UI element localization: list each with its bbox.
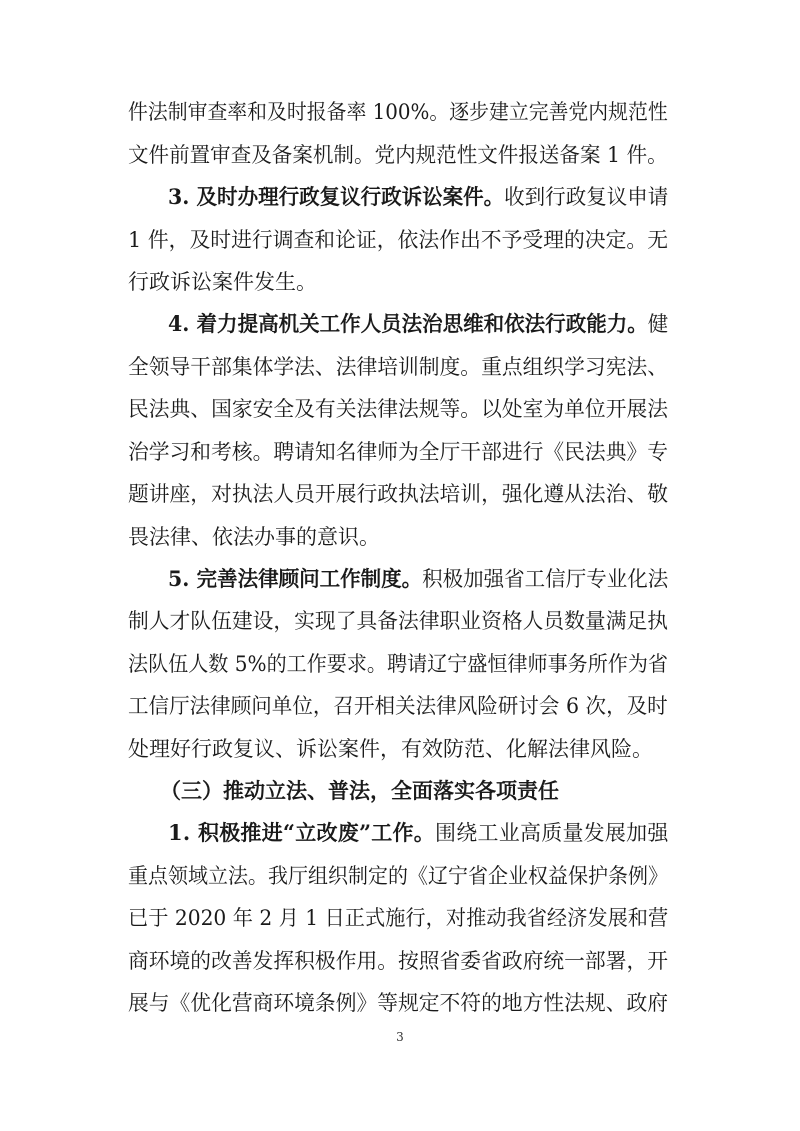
paragraph-text: 已于 2020 年 2 月 1 日正式施行，对推动我省经济发展和营: [128, 906, 669, 930]
text-line: [128, 218, 668, 262]
heading-text: 1. 积极推进“立改废”工作。: [168, 820, 435, 845]
paragraph-text: 围绕工业高质量发展加强: [435, 821, 669, 845]
text-line: [128, 599, 668, 643]
paragraph-text: 制人才队伍建设，实现了具备法律职业资格人员数量满足执: [128, 609, 668, 633]
paragraph-text: 处理好行政复议、诉讼案件，有效防范、化解法律风险。: [128, 737, 653, 761]
paragraph-text: 畏法律、依法办事的意识。: [128, 525, 380, 549]
heading-text: 4. 着力提高机关工作人员法治思维和依法行政能力。: [168, 311, 648, 336]
paragraph-text: 行政诉讼案件发生。: [128, 270, 317, 294]
text-line: [128, 727, 653, 771]
paragraph-text: 法队伍人数 5%的工作要求。聘请辽宁盛恒律师事务所作为省: [128, 652, 668, 676]
heading-text: 3. 及时办理行政复议行政诉讼案件。: [168, 184, 505, 209]
paragraph-text: 工信厅法律顾问单位，召开相关法律风险研讨会 6 次，及时: [128, 694, 668, 718]
text-line: [128, 642, 668, 686]
text-line: [160, 769, 559, 813]
paragraph-text: 收到行政复议申请: [504, 185, 669, 209]
heading-text: （三）推动立法、普法，全面落实各项责任: [160, 778, 559, 803]
text-line: [128, 387, 668, 431]
paragraph-text: 件法制审查率和及时报备率 100%。逐步建立完善党内规范性: [128, 100, 668, 124]
paragraph-text: 重点领域立法。我厅组织制定的《辽宁省企业权益保护条例》: [128, 864, 668, 888]
paragraph-text: 治学习和考核。聘请知名律师为全厅干部进行《民法典》专: [128, 440, 668, 464]
text-line: [128, 939, 668, 983]
text-line: [128, 345, 668, 389]
text-line: [128, 854, 668, 898]
text-line: [168, 557, 668, 601]
page-number: 3: [396, 1030, 404, 1044]
paragraph-text: 文件前置审查及备案机制。党内规范性文件报送备案 1 件。: [128, 143, 668, 167]
paragraph-text: 民法典、国家安全及有关法律法规等。以处室为单位开展法: [128, 397, 668, 421]
text-line: [128, 472, 668, 516]
text-line: [128, 430, 668, 474]
paragraph-text: 1 件，及时进行调查和论证，依法作出不予受理的决定。无: [128, 228, 669, 252]
text-line: [128, 260, 317, 304]
text-line: [128, 981, 668, 1025]
text-line: [168, 302, 668, 346]
text-line: [128, 684, 668, 728]
paragraph-text: 题讲座，对执法人员开展行政执法培训，强化遵从法治、敬: [128, 482, 668, 506]
heading-text: 5. 完善法律顾问工作制度。: [168, 566, 423, 591]
text-line: [128, 90, 668, 134]
paragraph-text: 健: [647, 312, 669, 336]
text-line: [168, 811, 669, 855]
text-line: [128, 896, 668, 940]
text-line: [128, 133, 668, 177]
paragraph-text: 展与《优化营商环境条例》等规定不符的地方性法规、政府: [128, 991, 668, 1015]
paragraph-text: 积极加强省工信厅专业化法: [422, 567, 669, 591]
paragraph-text: 全领导干部集体学法、法律培训制度。重点组织学习宪法、: [128, 355, 668, 379]
text-line: [168, 175, 668, 219]
paragraph-text: 商环境的改善发挥积极作用。按照省委省政府统一部署，开: [128, 949, 668, 973]
text-line: [128, 515, 380, 559]
